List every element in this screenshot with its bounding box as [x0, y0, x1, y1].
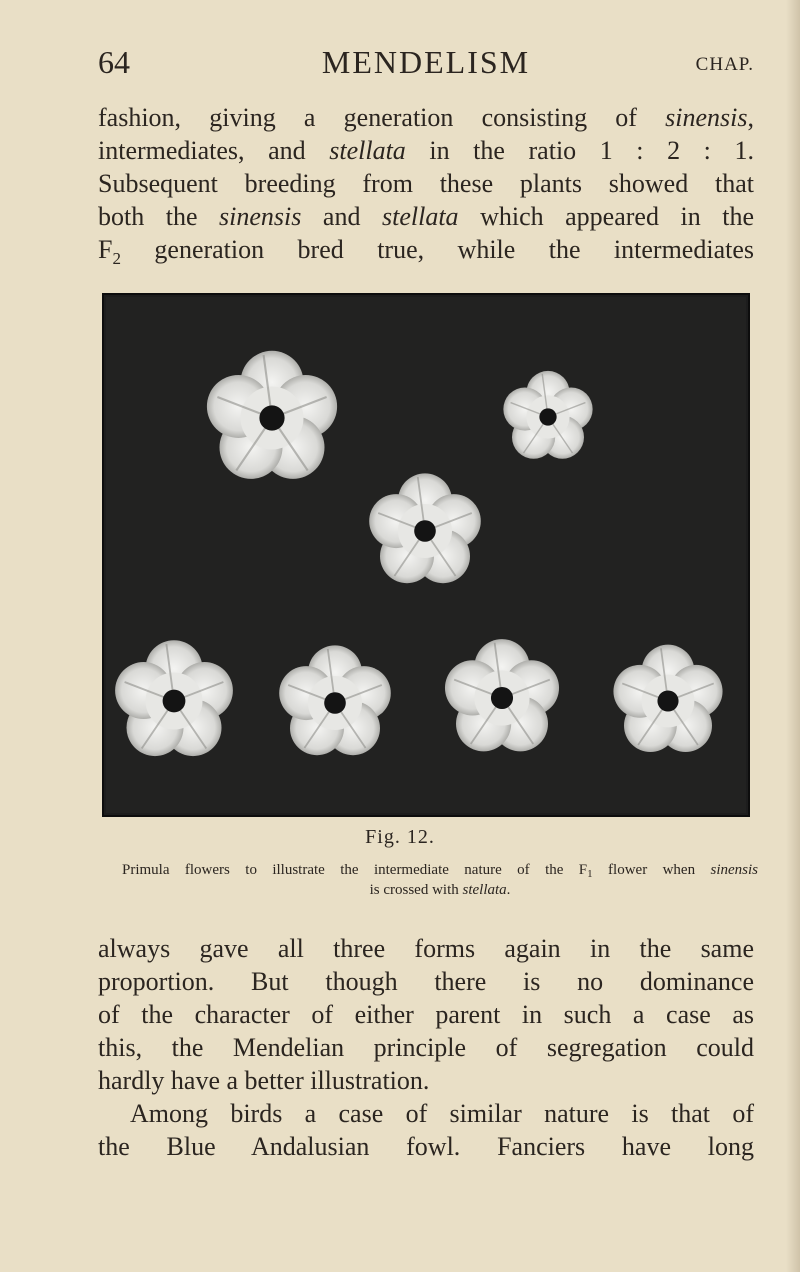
- chapter-label: CHAP.: [695, 54, 754, 75]
- text-line: fashion, giving a generation consisting of sinensis,: [98, 103, 754, 132]
- figure-primula-photo: [102, 293, 750, 817]
- caption-line: Primula flowers to illustrate the intermediate nature of the $F_1$ flower when sinensis: [122, 862, 758, 880]
- page-number: 64: [98, 44, 130, 80]
- text-line: of the character of either parent in such a case as: [98, 1000, 754, 1029]
- caption-line: is crossed with stellata.: [369, 882, 511, 898]
- text-line: this, the Mendelian principle of segregation could: [98, 1033, 754, 1062]
- text-line: both the sinensis and stellata which appeared in the: [98, 202, 754, 231]
- text-line: always gave all three forms again in the same: [98, 934, 754, 963]
- page-edge-shadow: [786, 0, 800, 1272]
- paragraph-bottom: [98, 932, 754, 1163]
- text-line: $F_2$ generation bred true, while the intermediates: [98, 235, 754, 268]
- text-line: proportion. But though there is no dominance: [98, 967, 754, 996]
- text-line: hardly have a better illustration.: [98, 1066, 430, 1095]
- text-line: the Blue Andalusian fowl. Fanciers have long: [98, 1132, 754, 1161]
- primula-photo-image: [102, 293, 750, 817]
- figure-label: Fig. 12.: [365, 826, 435, 848]
- page-header: [98, 44, 754, 84]
- text-line: intermediates, and stellata in the ratio 1 : 2 : 1.: [98, 136, 754, 165]
- text-line: Subsequent breeding from these plants showed that: [98, 169, 754, 198]
- paragraph-top: [98, 101, 754, 266]
- text-line: Among birds a case of similar nature is that of: [130, 1099, 754, 1128]
- running-title: MENDELISM: [321, 44, 531, 80]
- figure-caption: [122, 860, 758, 900]
